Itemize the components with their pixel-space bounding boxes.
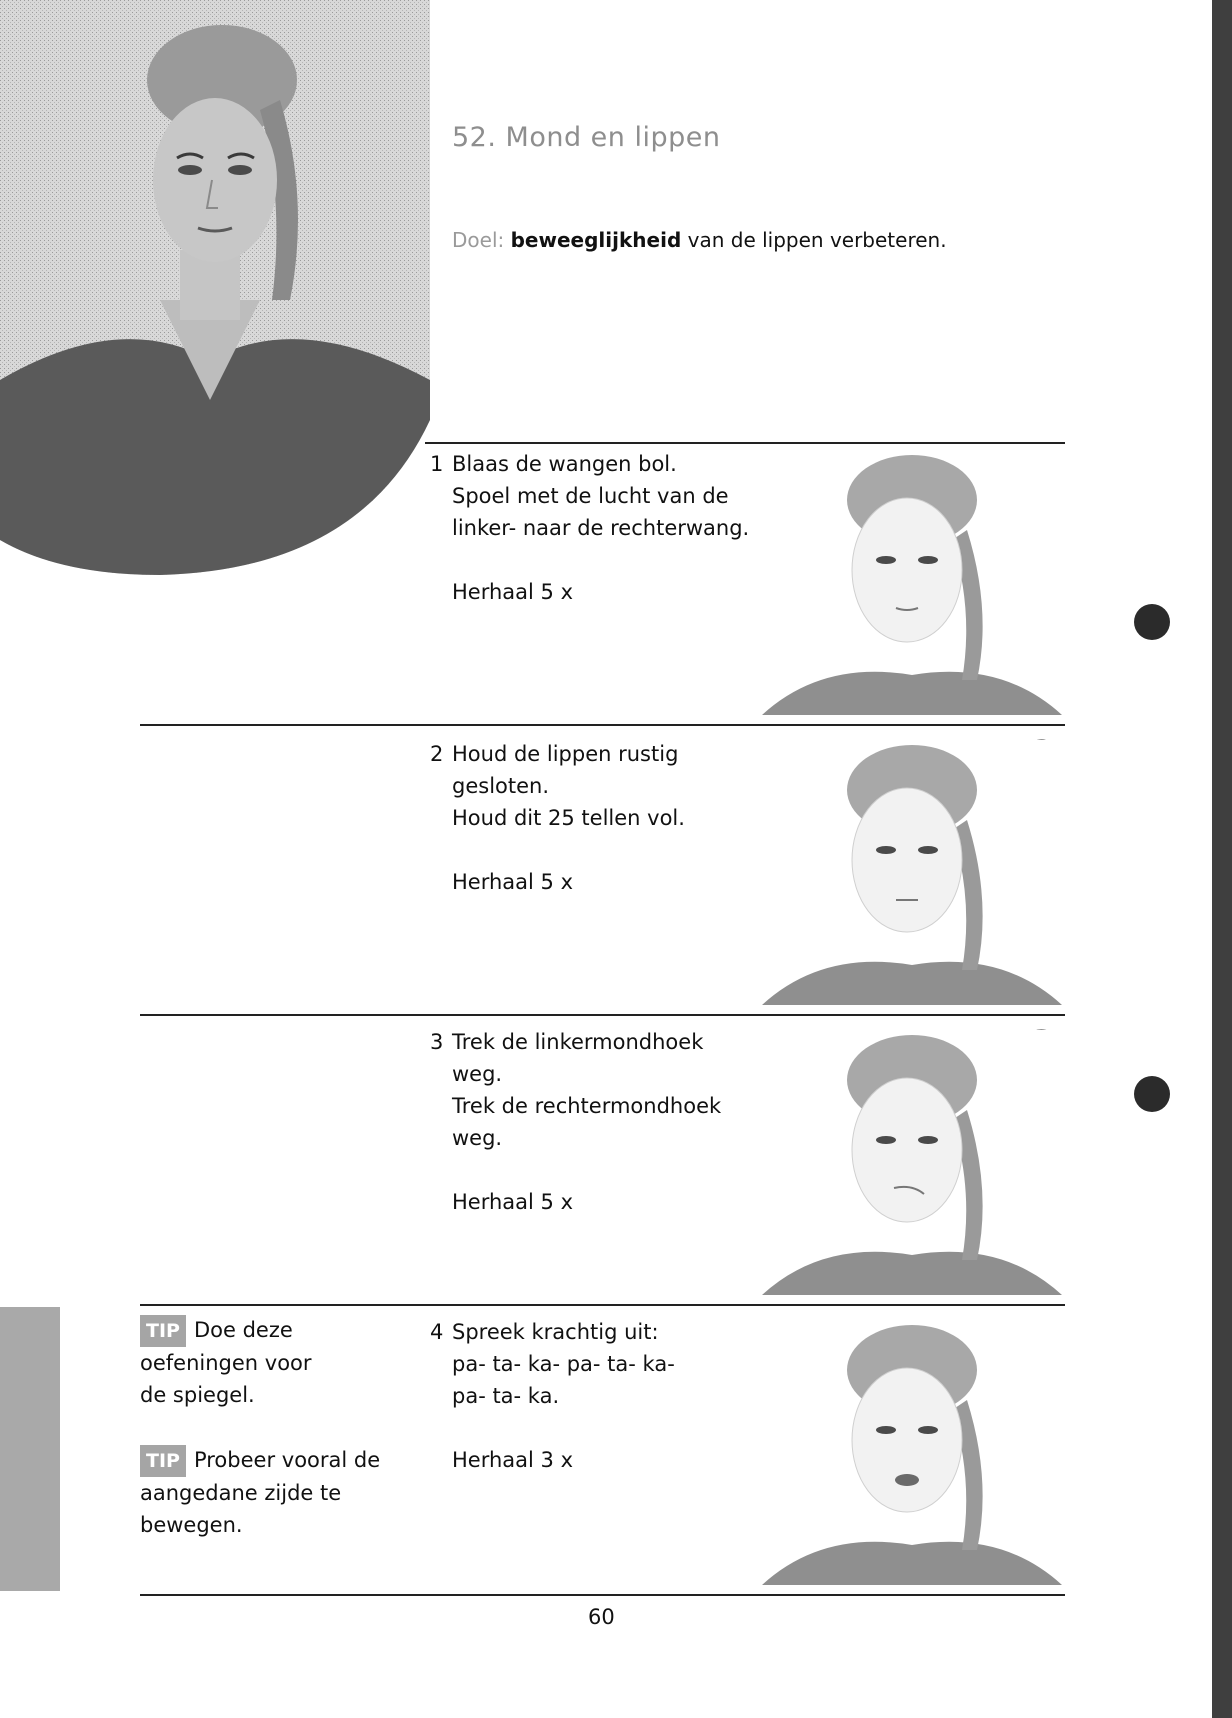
exercise-3-photo bbox=[762, 1030, 1062, 1295]
exercise-repeat: Herhaal 5 x bbox=[452, 580, 573, 604]
tip-badge: TIP bbox=[140, 1445, 186, 1477]
exercise-line: weg. bbox=[452, 1126, 503, 1150]
exercise-line: Blaas de wangen bol. bbox=[452, 452, 677, 476]
exercise-number: 2 bbox=[430, 742, 444, 766]
exercise-number: 1 bbox=[430, 452, 444, 476]
section-divider bbox=[140, 724, 1065, 726]
tip-line: Probeer vooral de bbox=[193, 1448, 381, 1472]
exercise-2-text bbox=[430, 738, 685, 898]
exercise-line: gesloten. bbox=[452, 774, 550, 798]
exercise-2-photo bbox=[762, 740, 1062, 1005]
goal-label: Doel: bbox=[452, 228, 505, 252]
exercise-line: Spoel met de lucht van de bbox=[452, 484, 729, 508]
main-portrait-image bbox=[0, 0, 430, 615]
exercise-repeat: Herhaal 5 x bbox=[452, 870, 573, 894]
exercise-number: 3 bbox=[430, 1030, 444, 1054]
goal-line bbox=[452, 228, 947, 252]
page-number: 60 bbox=[588, 1605, 615, 1629]
tip-1 bbox=[140, 1314, 312, 1411]
margin-dot bbox=[1134, 604, 1170, 640]
exercise-line: linker- naar de rechterwang. bbox=[452, 516, 750, 540]
exercise-line: pa- ta- ka. bbox=[452, 1384, 560, 1408]
exercise-1-photo bbox=[762, 450, 1062, 715]
chapter-side-strip bbox=[0, 1307, 60, 1591]
tip-line: de spiegel. bbox=[140, 1383, 255, 1407]
exercise-line: pa- ta- ka- pa- ta- ka- bbox=[452, 1352, 675, 1376]
exercise-line: Houd de lippen rustig bbox=[452, 742, 679, 766]
exercise-4-text bbox=[430, 1316, 675, 1476]
exercise-line: Spreek krachtig uit: bbox=[452, 1320, 659, 1344]
tip-line: aangedane zijde te bbox=[140, 1481, 342, 1505]
tip-line: oefeningen voor bbox=[140, 1351, 312, 1375]
tip-badge: TIP bbox=[140, 1315, 186, 1347]
scan-edge-bar bbox=[1212, 0, 1232, 1718]
exercise-repeat: Herhaal 5 x bbox=[452, 1190, 573, 1214]
goal-text: van de lippen verbeteren. bbox=[681, 228, 947, 252]
tip-2 bbox=[140, 1444, 380, 1541]
exercise-line: weg. bbox=[452, 1062, 503, 1086]
page-title: 52. Mond en lippen bbox=[452, 122, 721, 153]
exercise-repeat: Herhaal 3 x bbox=[452, 1448, 573, 1472]
tip-line: bewegen. bbox=[140, 1513, 243, 1537]
section-divider bbox=[140, 1594, 1065, 1596]
exercise-line: Trek de rechtermondhoek bbox=[452, 1094, 722, 1118]
section-divider bbox=[140, 1304, 1065, 1306]
section-divider bbox=[425, 442, 1065, 444]
margin-dot bbox=[1134, 1076, 1170, 1112]
exercise-3-text bbox=[430, 1026, 721, 1218]
exercise-1-text bbox=[430, 448, 749, 608]
exercise-4-photo bbox=[762, 1320, 1062, 1585]
exercise-line: Trek de linkermondhoek bbox=[452, 1030, 704, 1054]
section-divider bbox=[140, 1014, 1065, 1016]
tip-line: Doe deze bbox=[193, 1318, 293, 1342]
exercise-line: Houd dit 25 tellen vol. bbox=[452, 806, 685, 830]
exercise-number: 4 bbox=[430, 1320, 444, 1344]
goal-strong: beweeglijkheid bbox=[510, 228, 682, 252]
